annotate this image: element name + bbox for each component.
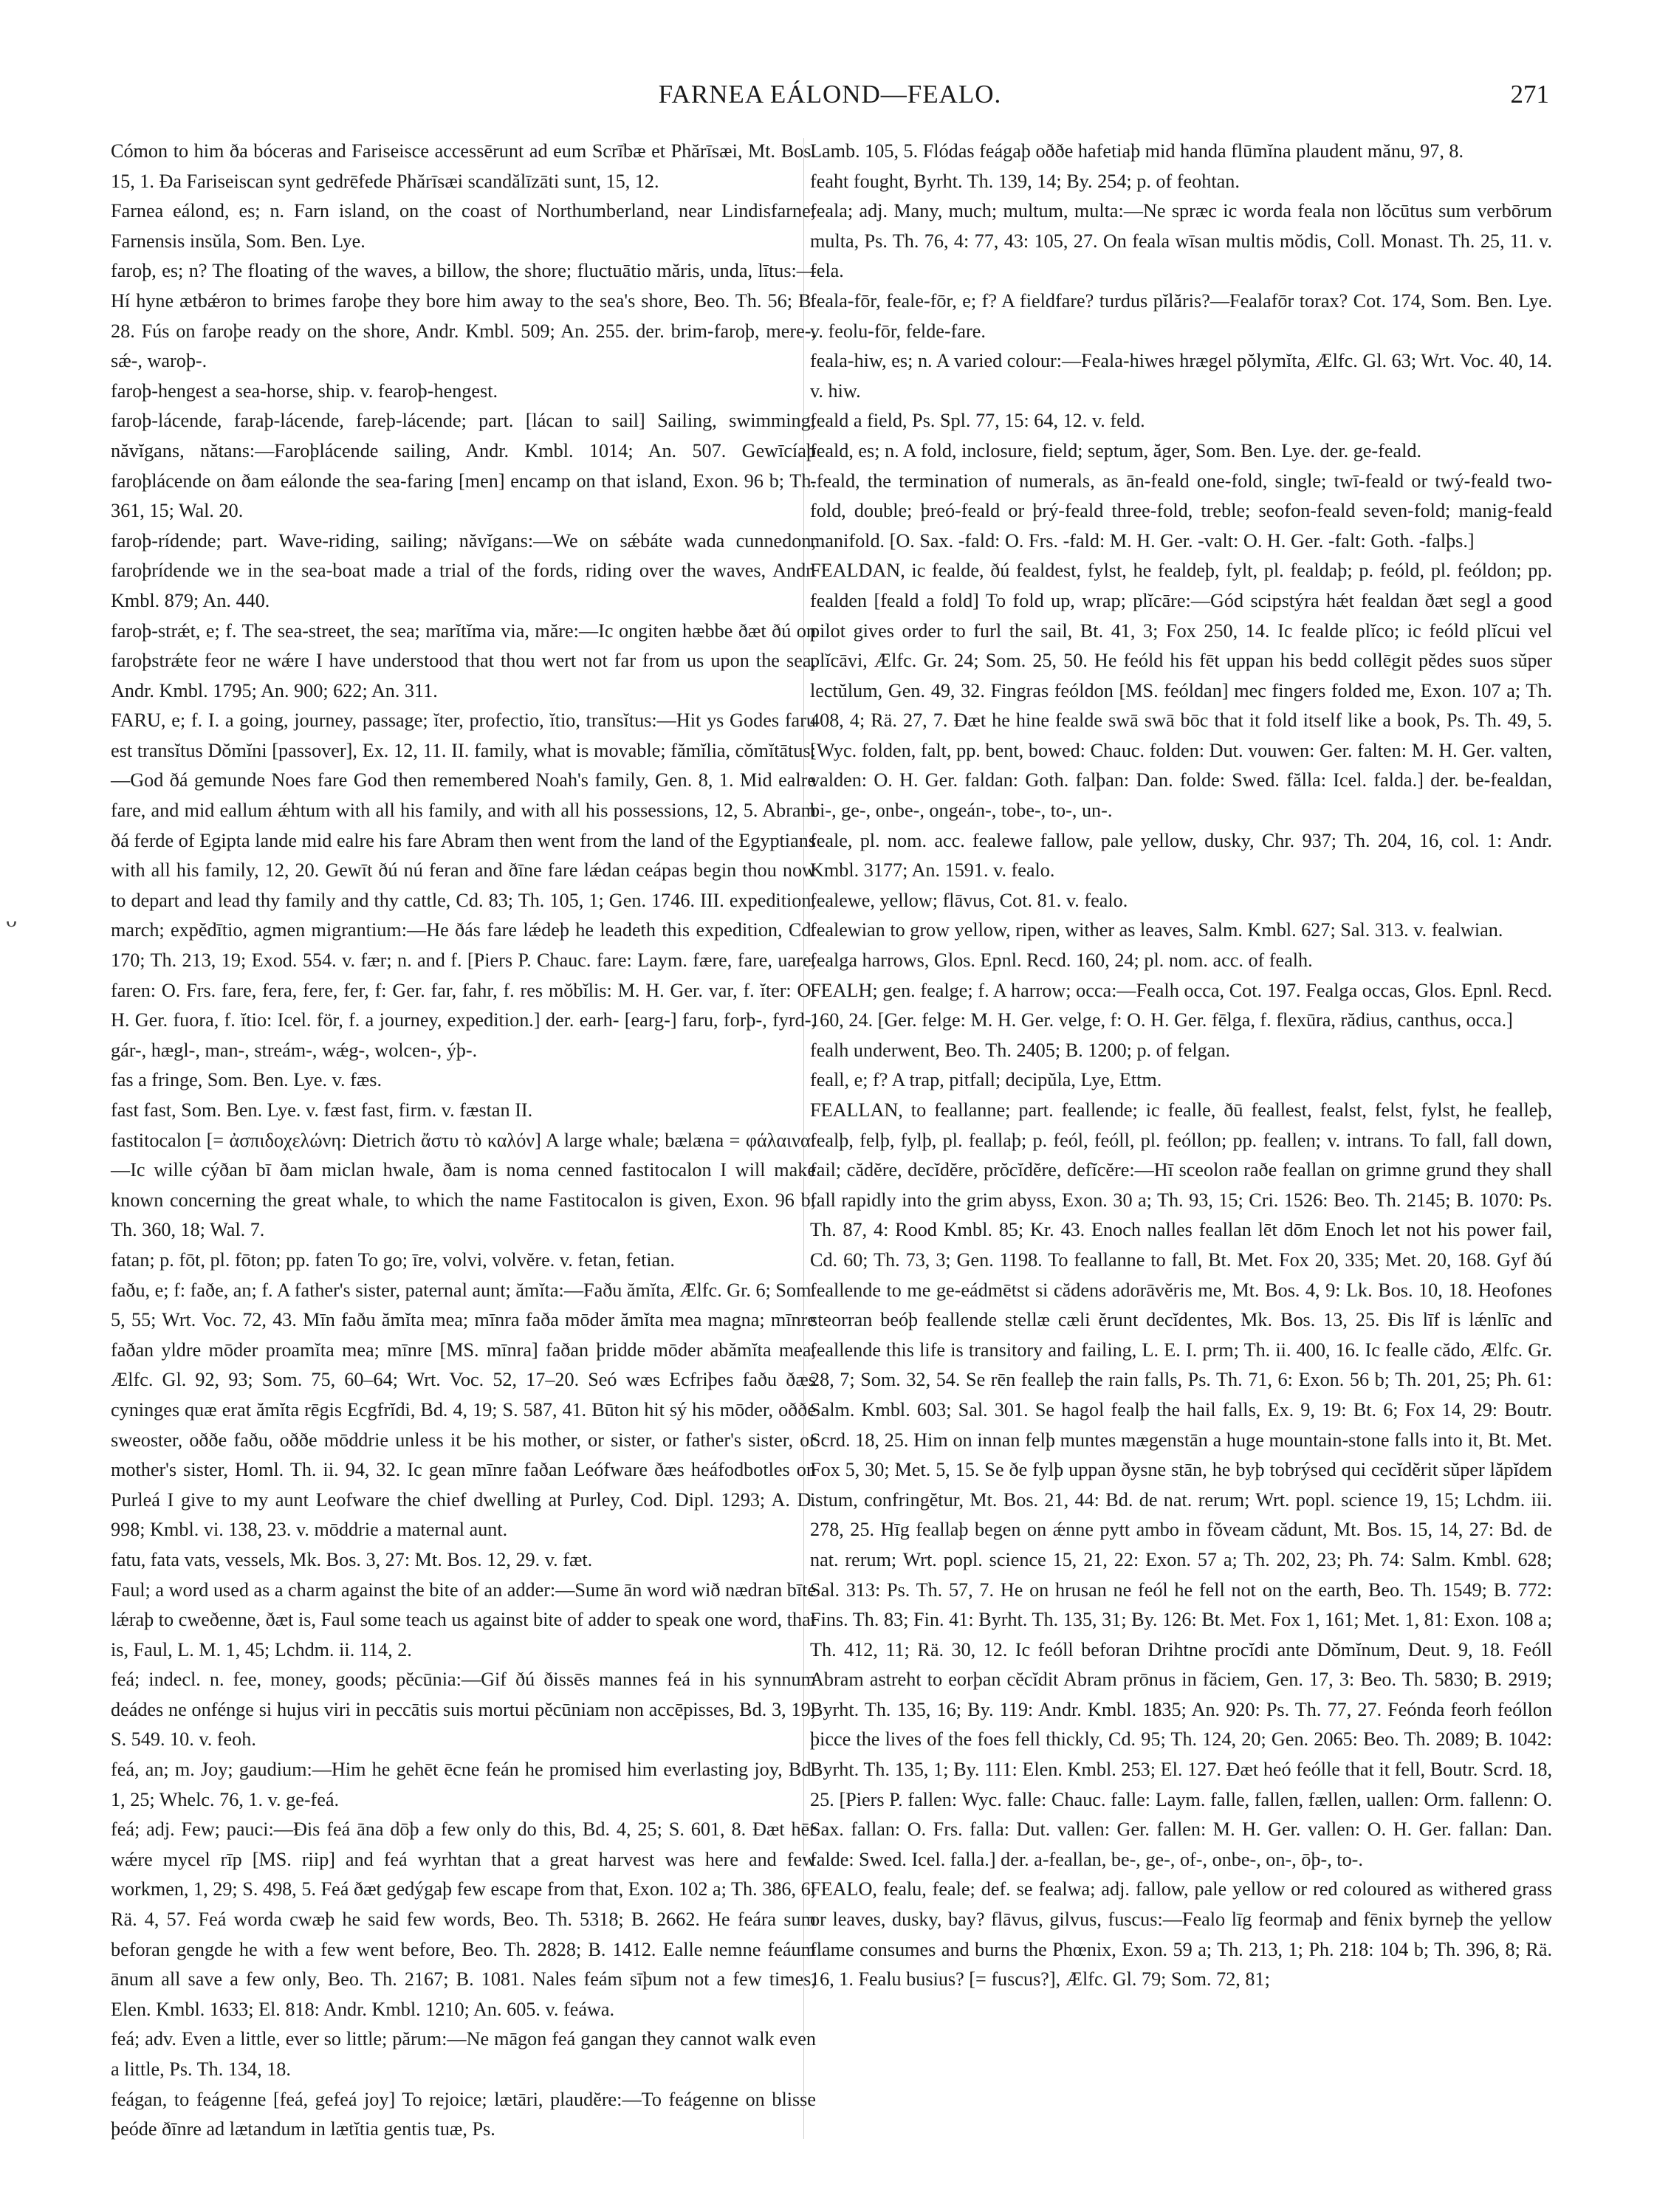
entry-fealh-underwent: fealh underwent, Beo. Th. 2405; B. 1200; p. of felgan. [810,1039,1230,1061]
entry-farop-ridende: faroþ-rídende; part. Wave-riding, sailing; năvĭgans:—We on sǽbáte wada cunnedon, faroþrídende we in the sea-boat made a trial of the fords, riding over the waves, Andr. Kmbl. 879; An. 440. [111,529,816,611]
entry-fea-joy: feá, an; m. Joy; gaudium:—Him he gehēt ēcne feán he promised him everlasting joy, Bd. 1, 25; Whelc. 76, 1. v. ge-feá. [111,1759,816,1810]
entry-farnea-ealond: Farnea eálond, es; n. Farn island, on the coast of Northumberland, near Lindisfarne; Farnensis insŭla, Som. Ben. Lye. [111,200,816,252]
entry-farop: faroþ, es; n? The floating of the waves, a billow, the shore; fluctuātio măris, unda, lītus:—Hí hyne ætbǽron to brimes faroþe they bore him away to the sea's shore, Beo. Th. 56; B. 28. Fús on faroþe ready on the shore, Andr. Kmbl. 509; An. 255. der. brim-faroþ, mere-, sǽ-, waroþ-. [111,260,816,372]
entry-fealewian: fealewian to grow yellow, ripen, wither as leaves, Salm. Kmbl. 627; Sal. 313. v. fealwian. [810,919,1503,941]
right-column [810,137,1552,1995]
entry-farop-lacende: faroþ-lácende, faraþ-lácende, fareþ-lácende; part. [lácan to sail] Sailing, swimming; năvĭgans, nătans:—Faroþlácende sailing, Andr. Kmbl. 1014; An. 507. Gewīcíaþ faroþlácende on ðam eálonde the sea-faring [men] encamp on that island, Exon. 96 b; Th. 361, 15; Wal. 20. [111,410,816,522]
page-header [111,80,1549,124]
entry-feala-for: feala-fōr, feale-fōr, e; f? A fieldfare? turdus pĭlăris?—Fealafōr torax? Cot. 174, Som. Ben. Lye. v. feolu-fōr, felde-fare. [810,289,1552,342]
entry-feaht: feaht fought, Byrht. Th. 139, 14; By. 254; p. of feohtan. [810,170,1240,192]
entry-fealdan: FEALDAN, ic fealde, ðú fealdest, fylst, he fealdeþ, fylt, pl. fealdaþ; p. feóld, pl. feóldon; pp. fealden [feald a fold] To fold up, wrap; plĭcāre:—Gód scipstýra hǽt fealdan ðæt segl a good pilot gives order to furl the sail, Bt. 41, 3; Fox 250, 14. Ic fealde plĭco; ic feóld plĭcui vel plĭcāvi, Ælfc. Gr. 24; Som. 25, 50. He feóld his fēt uppan his bedd collēgit pĕdes suos sŭper lectŭlum, Gen. 49, 32. Fingras feóldon [MS. feóldan] mec fingers folded me, Exon. 107 a; Th. 408, 4; Rä. 27, 7. Ðæt he hine fealde swā swā bōc that it fold itself like a book, Ps. Th. 49, 5. [Wyc. folden, falt, pp. bent, bowed: Chauc. folden: Dut. vouwen: Ger. falten: M. H. Ger. valten, valden: O. H. Ger. faldan: Goth. falþan: Dan. folde: Swed. fălla: Icel. falda.] der. be-fealdan, bi-, ge-, onbe-, ongeán-, tobe-, to-, un-. [810,560,1552,822]
entry-farop-hengest: faroþ-hengest a sea-horse, ship. v. fearoþ-hengest. [111,379,498,402]
entry-feala-hiw: feala-hiw, es; n. A varied colour:—Feala-hiwes hrægel pŏlymĭta, Ælfc. Gl. 63; Wrt. Voc. 40, 14. v. hiw. [810,350,1552,402]
entry-comon: Cómon to him ða bóceras and Fariseisce accessērunt ad eum Scrībæ et Phărīsæi, Mt. Bos. 15, 1. Ða Fariseiscan synt gedrēfede Phărīsæi scandălīzāti sunt, 15, 12. [111,140,816,192]
entry-faul: Faul; a word used as a charm against the bite of an adder:—Sume ān word wið nædran bīte lǽraþ to cweðenne, ðæt is, Faul some teach us against bite of adder to speak one word, that is, Faul, L. M. 1, 45; Lchdm. ii. 114, 2. [111,1579,816,1660]
margin-mark: ᴗ [6,907,17,932]
entry-faru: FARU, e; f. I. a going, journey, passage; ĭter, profectio, ĭtio, transĭtus:—Hit ys Godes faru est transĭtus Dŏmĭni [passover], Ex. 12, 11. II. family, what is movable; fămĭlia, cŏmĭtātus:—God ðá gemunde Noes fare God then remembered Noah's family, Gen. 8, 1. Mid ealre fare, and mid eallum ǽhtum with all his family, and with all his possessions, 12, 5. Abram ðá ferde of Egipta lande mid ealre his fare Abram then went from the land of the Egyptians with all his family, 12, 20. Gewīt ðú nú feran and ðīne fare lǽdan ceápas begin thou now to depart and lead thy family and thy cattle, Cd. 83; Th. 105, 1; Gen. 1746. III. expedition, march; expĕdītio, agmen migrantium:—He ðás fare lǽdeþ he leadeth this expedition, Cd. 170; Th. 213, 19; Exod. 554. v. fær; n. and f. [Piers P. Chauc. fare: Laym. fære, fare, uare, faren: O. Frs. fare, fera, fere, fer, f: Ger. far, fahr, f. res mŏbĭlis: M. H. Ger. var, f. ĭter: O. H. Ger. fuora, f. ĭtio: Icel. för, f. a journey, expedition.] der. earh- [earg-] faru, forþ-, fyrd-, gár-, hægl-, man-, streám-, wǽg-, wolcen-, ýþ-. [111,710,816,1061]
entry-fealewe: fealewe, yellow; flāvus, Cot. 81. v. fealo. [810,889,1128,911]
entry-feale: feale, pl. nom. acc. fealewe fallow, pale yellow, dusky, Chr. 937; Th. 204, 16, col. 1: Andr. Kmbl. 3177; An. 1591. v. fealo. [810,829,1552,882]
entry-fealh-harrow: FEALH; gen. fealge; f. A harrow; occa:—Fealh occa, Cot. 197. Fealga occas, Glos. Epnl. Recd. 160, 24. [Ger. felge: M. H. Ger. velge, f: O. H. Ger. fēlga, f. flexūra, rădius, canthus, occa.] [810,979,1552,1031]
entry-feallan: FEALLAN, to feallanne; part. feallende; ic fealle, ðū feallest, fealst, felst, fylst, he fealleþ, fealþ, felþ, fylþ, pl. feallaþ; p. feól, feóll, pl. feóllon; pp. feallen; v. intrans. To fall, fall down, fail; cădĕre, decĭdĕre, prŏcĭdĕre, defĭcĕre:—Hī sceolon raðe feallan on grimne grund they shall fall rapidly into the grim abyss, Exon. 30 a; Th. 93, 15; Cri. 1526: Beo. Th. 2145; B. 1070: Ps. Th. 87, 4: Rood Kmbl. 85; Kr. 43. Enoch nalles feallan lēt dōm Enoch let not his power fail, Cd. 60; Th. 73, 3; Gen. 1198. To feallanne to fall, Bt. Met. Fox 20, 335; Met. 20, 168. Gyf ðú feallende to me ge-eádmētst si cădens adorāvĕris me, Mt. Bos. 4, 9: Lk. Bos. 10, 18. Heofones steorran beóþ feallende stellæ cæli ĕrunt decĭdentes, Mk. Bos. 13, 25. Ðis līf is lǽnlīc and feallende this life is transitory and failing, L. E. I. prm; Th. ii. 400, 16. Ic fealle cădo, Ælfc. Gr. 28, 7; Som. 32, 54. Se rēn fealleþ the rain falls, Ps. Th. 71, 6: Exon. 56 b; Th. 201, 25; Ph. 61: Salm. Kmbl. 603; Sal. 301. Se hagol fealþ the hail falls, Ex. 9, 19: Bt. 6; Fox 14, 29: Boutr. Scrd. 18, 25. Him on innan felþ muntes mægenstān a huge mountain-stone falls into it, Bt. Met. Fox 5, 30; Met. 5, 15. Se ðe fylþ uppan ðysne stān, he byþ tobrýsed qui cecĭdĕrit sŭper lăpĭdem istum, confringĕtur, Mt. Bos. 21, 44: Bd. de nat. rerum; Wrt. popl. science 19, 15; Lchdm. iii. 278, 25. Hīg feallaþ begen on ǽnne pytt ambo in fŏveam cădunt, Mt. Bos. 15, 14, 27: Bd. de nat. rerum; Wrt. popl. science 15, 21, 22: Exon. 57 a; Th. 202, 23; Ph. 74: Salm. Kmbl. 628; Sal. 313: Ps. Th. 57, 7. He on hrusan ne feól he fell not on the earth, Beo. Th. 1549; B. 772: Fins. Th. 83; Fin. 41: Byrht. Th. 135, 31; By. 126: Bt. Met. Fox 1, 161; Met. 1, 81: Exon. 108 a; Th. 412, 11; Rä. 30, 12. Ic feóll beforan Drihtne procĭdi ante Dŏmĭnum, Deut. 9, 18. Feóll Abram astreht to eorþan cĕcĭdit Abram prōnus in făciem, Gen. 17, 3: Beo. Th. 5830; B. 2919; Byrht. Th. 135, 16; By. 119: Andr. Kmbl. 1835; An. 920: Ps. Th. 77, 27. Feónda feorh feóllon þicce the lives of the foes fell thickly, Cd. 95; Th. 124, 20; Gen. 2065: Beo. Th. 2089; B. 1042: Byrht. Th. 135, 1; By. 111: Elen. Kmbl. 253; El. 127. Ðæt heó feólle that it fell, Boutr. Scrd. 18, 25. [Piers P. fallen: Wyc. falle: Chauc. falle: Laym. falle, fallen, fællen, uallen: Orm. fallenn: O. Sax. fallan: O. Frs. falla: Dut. vallen: Ger. fallen: M. H. Ger. vallen: O. H. Ger. fallan: Dan. falde: Swed. Icel. falla.] der. a-feallan, be-, ge-, of-, onbe-, on-, ōþ-, to-. [810,1099,1552,1870]
entry-fatan: fatan; p. fōt, pl. fōton; pp. faten To go; īre, volvi, volvĕre. v. fetan, fetian. [111,1248,675,1271]
entry-fea-adj: feá; adj. Few; pauci:—Ðis feá āna dōþ a few only do this, Bd. 4, 25; S. 601, 8. Ðæt hēr wǽre mycel rīp [MS. riip] and feá wyrhtan that a great harvest was here and few workmen, 1, 29; S. 498, 5. Feá ðæt gedýgaþ few escape from that, Exon. 102 a; Th. 386, 6; Rä. 4, 57. Feá worda cwæþ he said few words, Beo. Th. 5318; B. 2662. He feára sum beforan gengde he with a few went before, Beo. Th. 2828; B. 1412. Ealle nemne feáum ānum all save a few only, Beo. Th. 2167; B. 1081. Nales feám sīþum not a few times, Elen. Kmbl. 1633; El. 818: Andr. Kmbl. 1210; An. 605. v. feáwa. [111,1818,816,2020]
entry-fastitocalon: fastitocalon [= ἀσπιδοχελώνη: Dietrich ἄστυ τὸ καλόν] A large whale; bælæna = φάλαινα:—Ic wille cýðan bī ðam miclan hwale, ðam is noma cenned fastitocalon I will make known concerning the great whale, to which the name Fastitocalon is given, Exon. 96 b; Th. 360, 18; Wal. 7. [111,1129,816,1241]
entry-fea-adv: feá; adv. Even a little, ever so little; părum:—Ne māgon feá gangan they cannot walk even a little, Ps. Th. 134, 18. [111,2028,816,2080]
entry-feall: feall, e; f? A trap, pitfall; decipŭla, Lye, Ettm. [810,1069,1162,1091]
entry-fas: fas a fringe, Som. Ben. Lye. v. fæs. [111,1069,382,1091]
entry-feald-field: feald a field, Ps. Spl. 77, 15: 64, 12. v. feld. [810,410,1145,432]
entry-fast: fast fast, Som. Ben. Lye. v. fæst fast, firm. v. fæstan II. [111,1099,533,1121]
entry-fealo: FEALO, fealu, feale; def. se fealwa; adj. fallow, pale yellow or red coloured as withered grass or leaves, dusky, bay? flāvus, gilvus, fuscus:—Fealo līg feormaþ and fēnix byrneþ the yellow flame consumes and burns the Phœnix, Exon. 59 a; Th. 213, 1; Ph. 218: 104 b; Th. 396, 8; Rä. 16, 1. Fealu busius? [= fuscus?], Ælfc. Gl. 79; Som. 72, 81; [810,1878,1552,1991]
running-title: FARNEA EÁLOND—FEALO. [658,80,1002,109]
entry-feald-suffix: -feald, the termination of numerals, as ān-feald one-fold, single; twī-feald or twý-feald two-fold, double; þreó-feald or þrý-feald three-fold, treble; seofon-feald seven-fold; manig-feald manifold. [O. Sax. -fald: O. Frs. -fald: M. H. Ger. -valt: O. H. Ger. -falt: Goth. -falþs.] [810,470,1552,552]
entry-feald-fold: feald, es; n. A fold, inclosure, field; septum, ăger, Som. Ben. Lye. der. ge-feald. [810,439,1422,461]
entry-feala: feala; adj. Many, much; multum, multa:—Ne spræc ic worda feala non lŏcūtus sum verbōrum multa, Ps. Th. 76, 4: 77, 43: 105, 27. On feala wīsan multis mŏdis, Coll. Monast. Th. 25, 11. v. fela. [810,200,1552,282]
entry-fadu: faðu, e; f: faðe, an; f. A father's sister, paternal aunt; ămĭta:—Faðu ămĭta, Ælfc. Gr. 6; Som. 5, 55; Wrt. Voc. 72, 43. Mīn faðu ămĭta mea; mīnra faða mōder ămĭta mea magna; mīnre faðan yldre mōder proamĭta mea; mīnre [MS. mīnra] faðan þridde mōder abămĭta mea, Ælfc. Gl. 92, 93; Som. 75, 60–64; Wrt. Voc. 52, 17–20. Seó wæs Ecfriþes faðu ðæs cyninges quæ erat ămĭta rēgis Ecgfrĭdi, Bd. 4, 19; S. 587, 41. Būton hit sý his mōder, oððe sweoster, oððe faðu, oððe mōddrie unless it be his mother, or sister, or father's sister, or mother's sister, Homl. Th. ii. 94, 32. Ic gean mīnre faðan Leófware ðæs heáfodbotles on Purleá I give to my aunt Leofware the chief dwelling at Purley, Cod. Dipl. 1293; A. D. 998; Kmbl. vi. 138, 23. v. mōddrie a maternal aunt. [111,1279,816,1541]
entry-feagan-cont: Lamb. 105, 5. Flódas feágaþ oððe hafetiaþ mid handa flūmĭna plaudent mănu, 97, 8. [810,140,1464,162]
entry-fealga: fealga harrows, Glos. Epnl. Recd. 160, 24; pl. nom. acc. of fealh. [810,949,1313,972]
page-number: 271 [1510,80,1549,109]
entry-fea-noun: feá; indecl. n. fee, money, goods; pĕcūnia:—Gif ðú ðissēs mannes feá in his synnum deádes ne onfénge si hujus viri in peccātis suis mortui pĕcūniam non accēpisses, Bd. 3, 19; S. 549. 10. v. feoh. [111,1669,816,1751]
entry-farop-straet: faroþ-strǽt, e; f. The sea-street, the sea; marĭtĭma via, măre:—Ic ongiten hæbbe ðæt ðú on faroþstrǽte feor ne wǽre I have understood that thou wert not far from us upon the sea, Andr. Kmbl. 1795; An. 900; 622; An. 311. [111,619,816,701]
entry-fatu: fatu, fata vats, vessels, Mk. Bos. 3, 27: Mt. Bos. 12, 29. v. fæt. [111,1548,593,1570]
entry-feagan: feágan, to feágenne [feá, gefeá joy] To rejoice; lætāri, plaudĕre:—To feágenne on blisse þeóde ðīnre ad lætandum in lætĭtia gentis tuæ, Ps. [111,2088,816,2140]
left-column [111,137,816,2145]
